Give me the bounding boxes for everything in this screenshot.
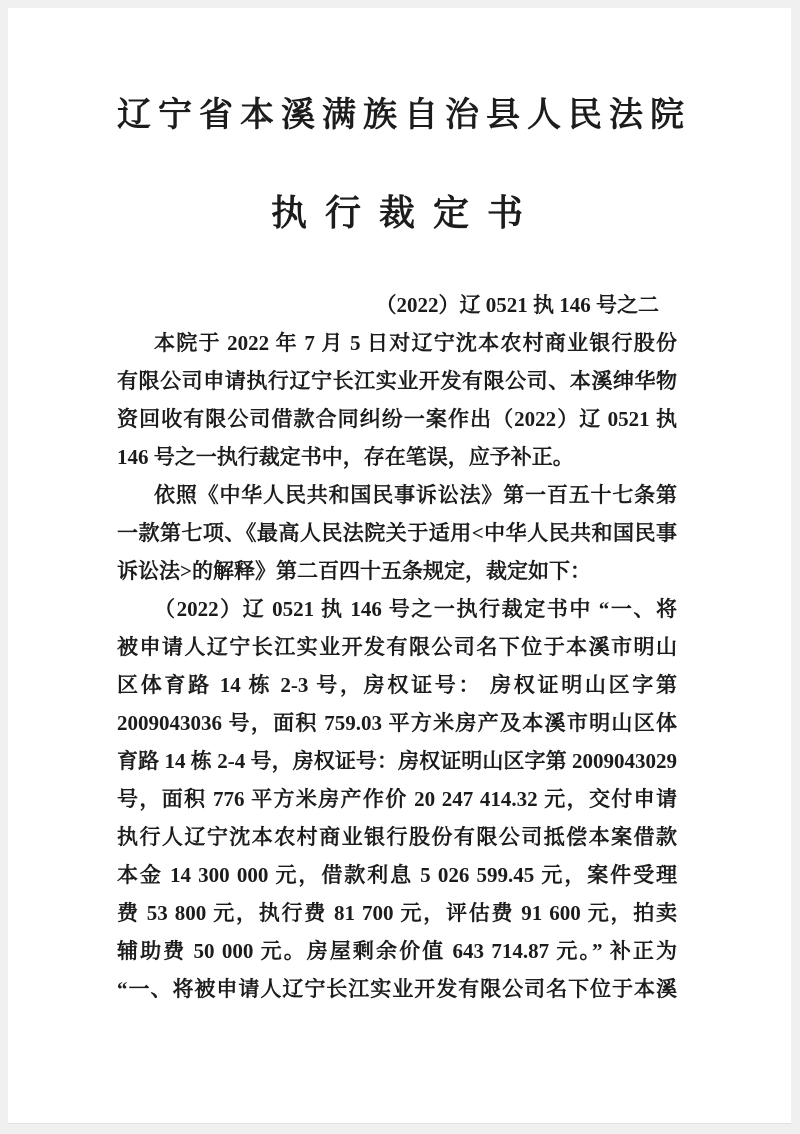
body-line: 诉讼法>的解释》第二百四十五条规定，裁定如下： (117, 559, 591, 583)
body-line: 本院于 2022 年 7 月 5 日对辽宁沈本农村商业银行股份 (154, 331, 677, 355)
document-content (117, 8, 691, 1008)
court-name-heading: 辽宁省本溪满族自治县人民法院 (117, 97, 691, 134)
body-line: 一款第七项、《最高人民法院关于适用<中华人民共和国民事 (117, 521, 677, 545)
body-line: 被申请人辽宁长江实业开发有限公司名下位于本溪市明山 (117, 635, 677, 659)
body-line: 资回收有限公司借款合同纠纷一案作出（2022）辽 0521 执 (117, 407, 677, 431)
body-line: 区体育路 14 栋 2-3 号，房权证号： 房权证明山区字第 (117, 673, 677, 697)
body-line: 本金 14 300 000 元，借款利息 5 026 599.45 元，案件受理 (117, 863, 677, 887)
body-line: 2009043036 号，面积 759.03 平方米房产及本溪市明山区体 (117, 711, 677, 735)
body-line: “一、将被申请人辽宁长江实业开发有限公司名下位于本溪 (117, 977, 677, 1001)
body-line: 辅助费 50 000 元。房屋剩余价值 643 714.87 元。” 补正为 (117, 939, 677, 963)
body-line: 依照《中华人民共和国民事诉讼法》第一百五十七条第 (154, 483, 677, 507)
body-line: （2022）辽 0521 执 146 号之一执行裁定书中 “一、将 (154, 597, 677, 621)
body-line: 有限公司申请执行辽宁长江实业开发有限公司、本溪绅华物 (117, 369, 677, 393)
body-line: 费 53 800 元，执行费 81 700 元，评估费 91 600 元，拍卖 (117, 901, 677, 925)
document-body (117, 286, 677, 1008)
document-title: 执行裁定书 (270, 193, 541, 233)
document-page (8, 8, 791, 1124)
body-line: 育路 14 栋 2-4 号，房权证号：房权证明山区字第 2009043029 (117, 749, 677, 773)
body-line: 146 号之一执行裁定书中，存在笔误，应予补正。 (117, 445, 574, 469)
case-number: （2022）辽 0521 执 146 号之二 (375, 293, 659, 317)
body-line: 号，面积 776 平方米房产作价 20 247 414.32 元，交付申请 (117, 787, 677, 811)
body-line: 执行人辽宁沈本农村商业银行股份有限公司抵偿本案借款 (117, 825, 677, 849)
